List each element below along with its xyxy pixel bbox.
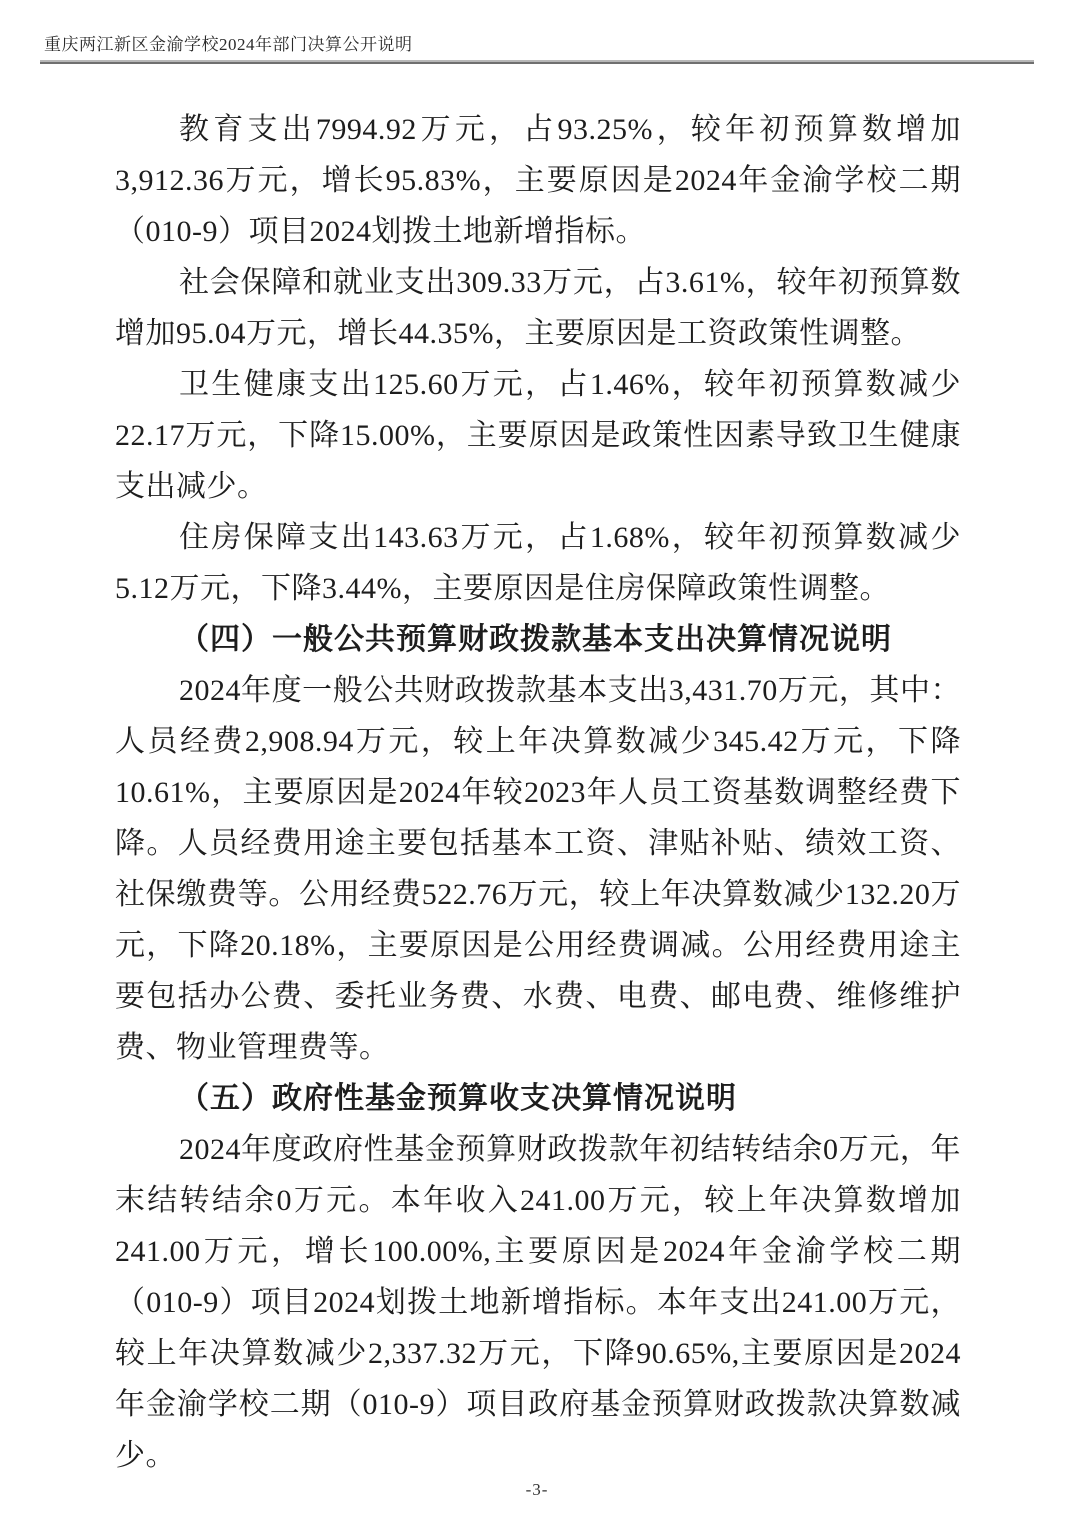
page-header [40,30,1034,64]
document-body [115,104,961,1481]
paragraph-education-expense: 教育支出7994.92万元，占93.25%，较年初预算数增加3,912.36万元，增长95.83%，主要原因是2024年金渝学校二期（010-9）项目2024划拨土地新增指标。 [115,113,961,248]
header-rule [40,60,1034,64]
section-heading-government-fund: （五）政府性基金预算收支决算情况说明 [179,1082,737,1115]
paragraph-social-security-expense: 社会保障和就业支出309.33万元，占3.61%，较年初预算数增加95.04万元，增长44.35%，主要原因是工资政策性调整。 [115,266,961,350]
header-title: 重庆两江新区金渝学校2024年部门决算公开说明 [44,35,413,54]
paragraph-health-expense: 卫生健康支出125.60万元，占1.46%，较年初预算数减少22.17万元，下降15.00%，主要原因是政策性因素导致卫生健康支出减少。 [115,368,961,503]
section-heading-basic-expenditure: （四）一般公共预算财政拨款基本支出决算情况说明 [179,623,892,656]
paragraph-government-fund-detail: 2024年度政府性基金预算财政拨款年初结转结余0万元，年末结转结余0万元。本年收入241.00万元，较上年决算数增加241.00万元，增长100.00%,主要原因是2024年金渝学校二期（010-9）项目2024划拨土地新增指标。本年支出241.00万元，较上年决算数减少2,337.32万元，下降90.65%,主要原因是2024年金渝学校二期（010-9）项目政府基金预算财政拨款决算数减少。 [115,1133,961,1472]
paragraph-housing-expense: 住房保障支出143.63万元，占1.68%，较年初预算数减少5.12万元，下降3.44%，主要原因是住房保障政策性调整。 [115,521,961,605]
page-number: -3- [525,1480,549,1499]
paragraph-basic-expenditure-detail: 2024年度一般公共财政拨款基本支出3,431.70万元，其中：人员经费2,908.94万元，较上年决算数减少345.42万元，下降10.61%，主要原因是2024年较2023年人员工资基数调整经费下降。人员经费用途主要包括基本工资、津贴补贴、绩效工资、社保缴费等。公用经费522.76万元，较上年决算数减少132.20万元，下降20.18%，主要原因是公用经费调减。公用经费用途主要包括办公费、委托业务费、水费、电费、邮电费、维修维护费、物业管理费等。 [115,674,961,1064]
page-footer [0,1480,1074,1500]
